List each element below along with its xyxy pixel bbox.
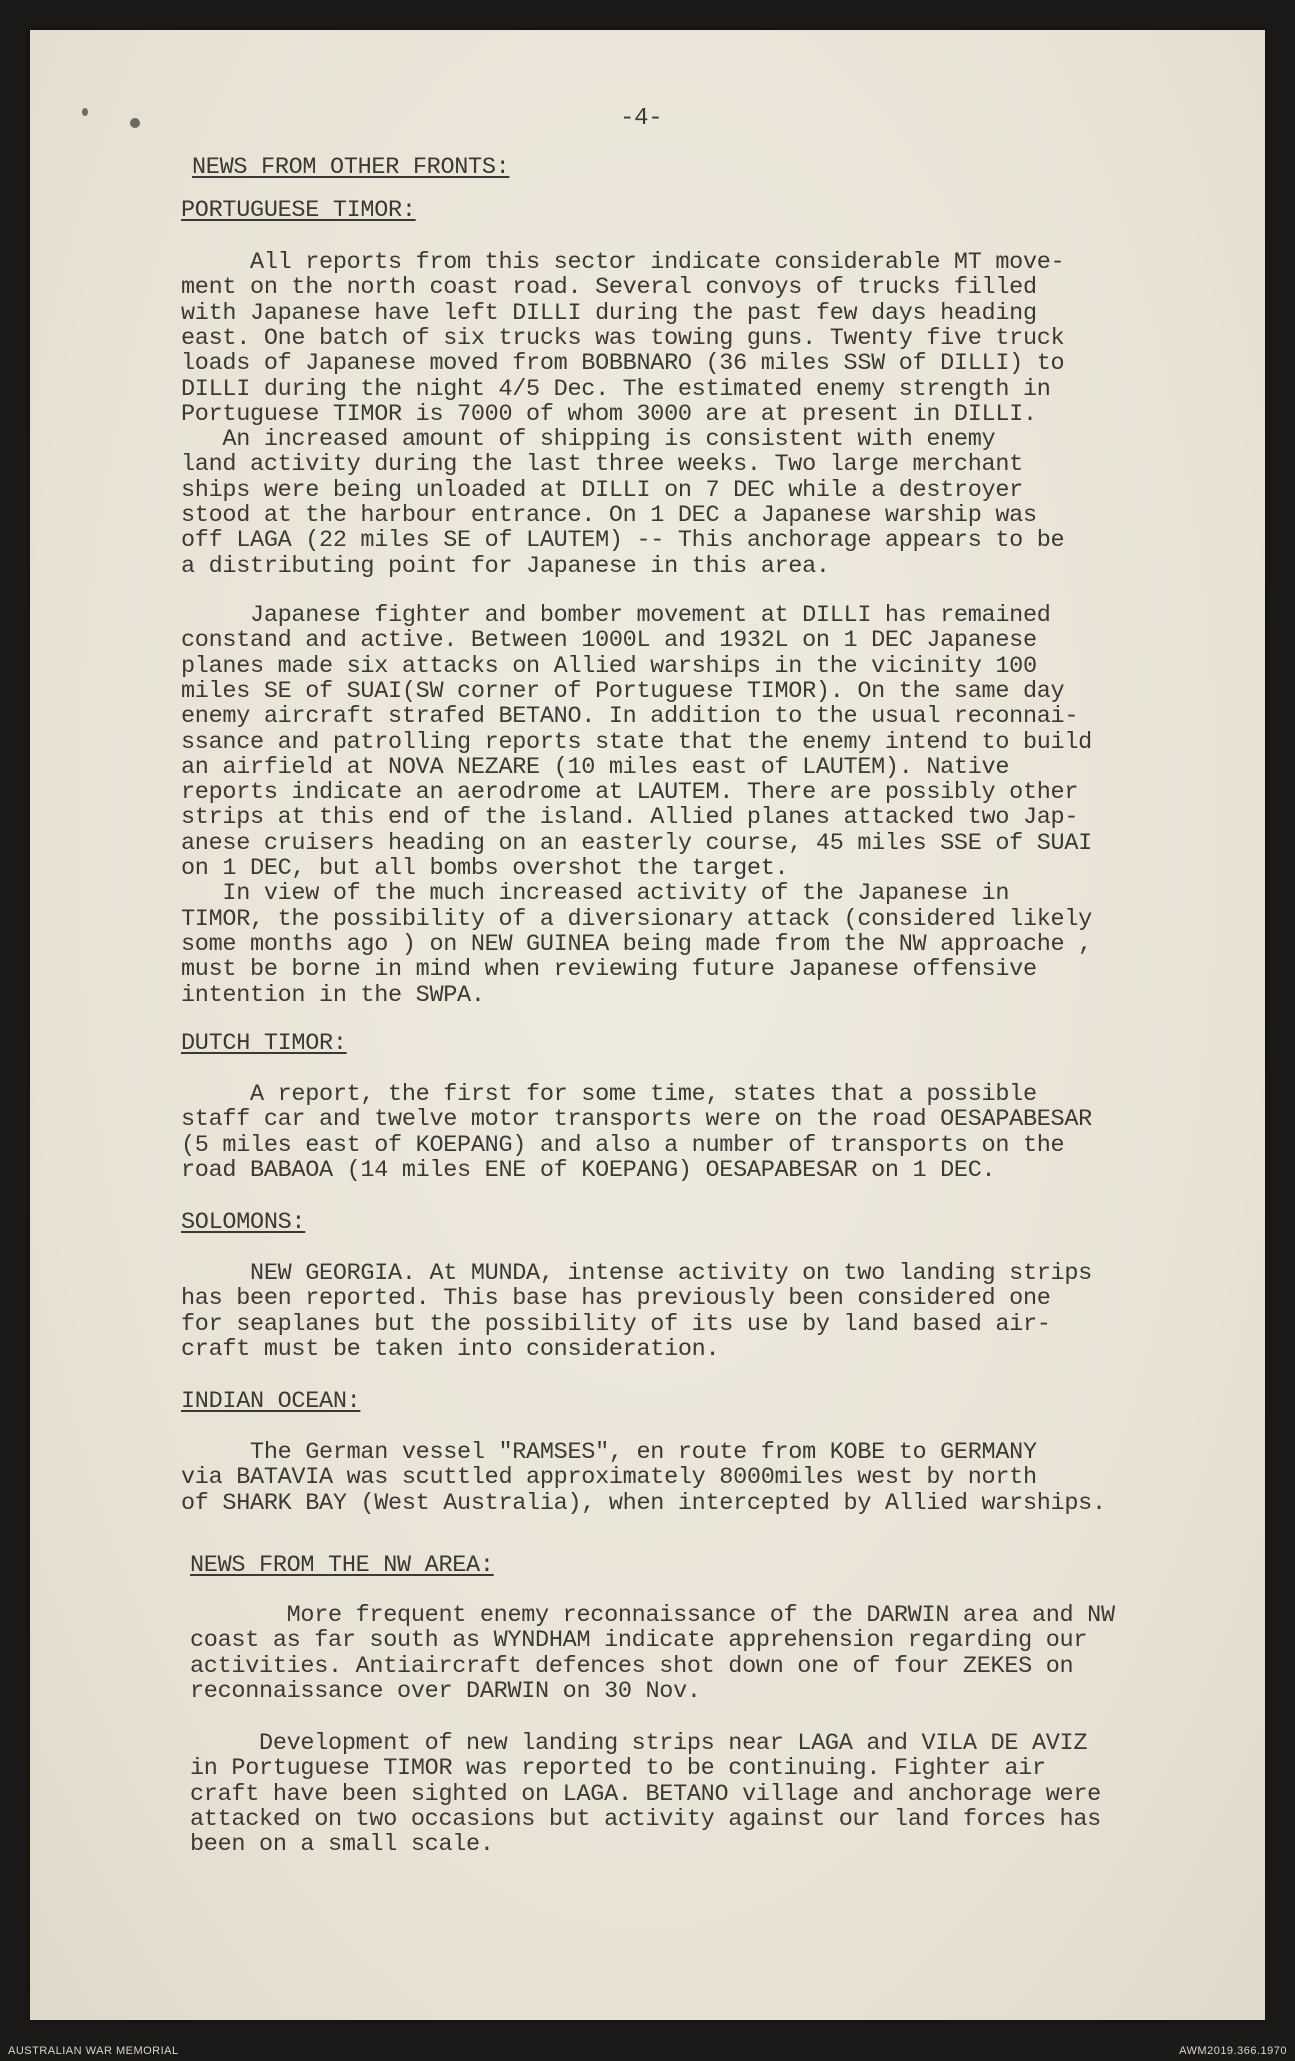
- footer-accession: AWM2019.366.1970: [1179, 2045, 1287, 2057]
- heading-solomons: SOLOMONS:: [181, 1209, 306, 1236]
- text-line: attacked on two occasions but activity against our land forces has: [190, 1805, 1101, 1833]
- text-line: east. One batch of six trucks was towing guns. Twenty five truck: [181, 324, 1065, 352]
- heading-portuguese-timor: PORTUGUESE TIMOR:: [181, 197, 416, 224]
- text-line: some months ago ) on NEW GUINEA being made from the NW approache ,: [181, 930, 1092, 958]
- text-line: ssance and patrolling reports state that the enemy intend to build: [181, 728, 1092, 756]
- text-line: craft have been sighted on LAGA. BETANO village and anchorage were: [190, 1780, 1101, 1808]
- text-line: DILLI during the night 4/5 Dec. The estimated enemy strength in: [181, 375, 1051, 403]
- footer-institution: AUSTRALIAN WAR MEMORIAL: [8, 2045, 179, 2057]
- heading-news-other-fronts: NEWS FROM OTHER FRONTS:: [192, 154, 510, 181]
- text-line: with Japanese have left DILLI during the past few days heading: [181, 299, 1037, 327]
- text-line: An increased amount of shipping is consistent with enemy: [181, 426, 996, 454]
- text-line: an airfield at NOVA NEZARE (10 miles east of LAUTEM). Native: [181, 753, 1010, 781]
- text-line: enemy aircraft strafed BETANO. In addition to the usual reconnai-: [181, 703, 1079, 731]
- text-line: on 1 DEC, but all bombs overshot the target.: [181, 855, 789, 882]
- text-line: been on a small scale.: [190, 1831, 494, 1859]
- text-line: ment on the north coast road. Several convoys of trucks filled: [181, 274, 1037, 302]
- text-line: land activity during the last three weeks. Two large merchant: [181, 451, 1023, 479]
- text-line: has been reported. This base has previously been considered one: [181, 1285, 1051, 1313]
- text-line: Development of new landing strips near LAGA and VILA DE AVIZ: [190, 1730, 1088, 1757]
- text-line: a distributing point for Japanese in this area.: [181, 552, 830, 580]
- text-line: of SHARK BAY (West Australia), when intercepted by Allied warships.: [181, 1489, 1106, 1517]
- text-line: off LAGA (22 miles SE of LAUTEM) -- This anchorage appears to be: [181, 527, 1065, 555]
- text-line: anese cruisers heading on an easterly course, 45 miles SSE of SUAI: [181, 829, 1092, 857]
- punch-mark: [130, 118, 140, 128]
- text-line: stood at the harbour entrance. On 1 DEC a Japanese warship was: [181, 502, 1037, 529]
- text-line: strips at this end of the island. Allied planes attacked two Jap-: [181, 804, 1079, 832]
- text-line: planes made six attacks on Allied warships in the vicinity 100: [181, 652, 1037, 680]
- page-number: -4-: [620, 105, 663, 132]
- text-line: in Portuguese TIMOR was reported to be continuing. Fighter air: [190, 1755, 1046, 1783]
- text-line: intention in the SWPA.: [181, 981, 485, 1009]
- text-line: for seaplanes but the possibility of its use by land based air-: [181, 1310, 1051, 1338]
- text-line: staff car and twelve motor transports were on the road OESAPABESAR: [181, 1106, 1092, 1134]
- text-line: Japanese fighter and bomber movement at DILLI has remained: [181, 602, 1051, 629]
- text-line: More frequent enemy reconnaissance of the DARWIN area and NW: [190, 1602, 1115, 1629]
- text-line: constand and active. Between 1000L and 1932L on 1 DEC Japanese: [181, 627, 1037, 655]
- text-line: The German vessel "RAMSES", en route from KOBE to GERMANY: [181, 1439, 1037, 1466]
- text-line: craft must be taken into consideration.: [181, 1335, 720, 1363]
- text-line: must be borne in mind when reviewing future Japanese offensive: [181, 956, 1037, 984]
- text-line: A report, the first for some time, states that a possible: [181, 1081, 1037, 1108]
- text-line: In view of the much increased activity of the Japanese in: [181, 880, 1010, 908]
- text-line: reports indicate an aerodrome at LAUTEM. There are possibly other: [181, 779, 1079, 807]
- text-line: (5 miles east of KOEPANG) and also a number of transports on the: [181, 1131, 1065, 1159]
- heading-dutch-timor: DUTCH TIMOR:: [181, 1030, 347, 1057]
- text-line: coast as far south as WYNDHAM indicate apprehension regarding our: [190, 1627, 1088, 1655]
- heading-news-nw-area: NEWS FROM THE NW AREA:: [190, 1552, 494, 1579]
- text-line: via BATAVIA was scuttled approximately 8000miles west by north: [181, 1464, 1037, 1492]
- text-line: loads of Japanese moved from BOBBNARO (36 miles SSW of DILLI) to: [181, 350, 1065, 378]
- text-line: miles SE of SUAI(SW corner of Portuguese TIMOR). On the same day: [181, 677, 1065, 705]
- text-line: TIMOR, the possibility of a diversionary attack (considered likely: [181, 905, 1092, 933]
- heading-indian-ocean: INDIAN OCEAN:: [181, 1388, 361, 1415]
- text-line: road BABAOA (14 miles ENE of KOEPANG) OESAPABESAR on 1 DEC.: [181, 1156, 996, 1184]
- text-line: NEW GEORGIA. At MUNDA, intense activity on two landing strips: [181, 1260, 1092, 1287]
- text-line: activities. Antiaircraft defences shot down one of four ZEKES on: [190, 1652, 1074, 1680]
- text-line: All reports from this sector indicate considerable MT move-: [181, 249, 1065, 276]
- punch-mark: [82, 108, 88, 116]
- text-line: Portuguese TIMOR is 7000 of whom 3000 are at present in DILLI.: [181, 400, 1037, 428]
- text-line: ships were being unloaded at DILLI on 7 DEC while a destroyer: [181, 476, 1023, 504]
- text-line: reconnaissance over DARWIN on 30 Nov.: [190, 1677, 701, 1705]
